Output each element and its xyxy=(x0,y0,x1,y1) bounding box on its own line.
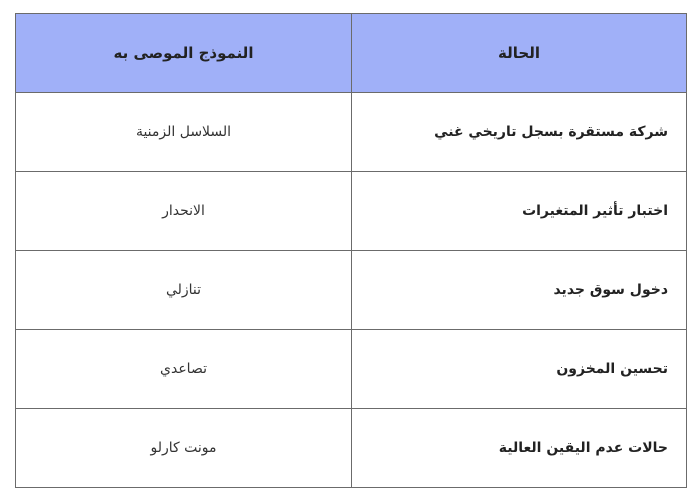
row-model-cell: الانحدار xyxy=(16,172,352,251)
row-case-cell: حالات عدم اليقين العالية xyxy=(352,409,687,488)
table-row xyxy=(16,251,687,330)
row-model-cell: تصاعدي xyxy=(16,330,352,409)
header-case: الحالة xyxy=(352,14,687,93)
table-header-row xyxy=(16,14,687,93)
row-model-cell: مونت كارلو xyxy=(16,409,352,488)
row-case-cell: شركة مستقرة بسجل تاريخي غني xyxy=(352,93,687,172)
row-case-cell: دخول سوق جديد xyxy=(352,251,687,330)
table-row xyxy=(16,409,687,488)
table-row xyxy=(16,172,687,251)
table-row xyxy=(16,93,687,172)
table-row xyxy=(16,330,687,409)
header-model: النموذج الموصى به xyxy=(16,14,352,93)
recommendation-table xyxy=(15,13,687,488)
row-model-cell: السلاسل الزمنية xyxy=(16,93,352,172)
row-case-cell: اختبار تأثير المتغيرات xyxy=(352,172,687,251)
recommendation-table-container xyxy=(15,13,686,487)
row-case-cell: تحسين المخزون xyxy=(352,330,687,409)
row-model-cell: تنازلي xyxy=(16,251,352,330)
